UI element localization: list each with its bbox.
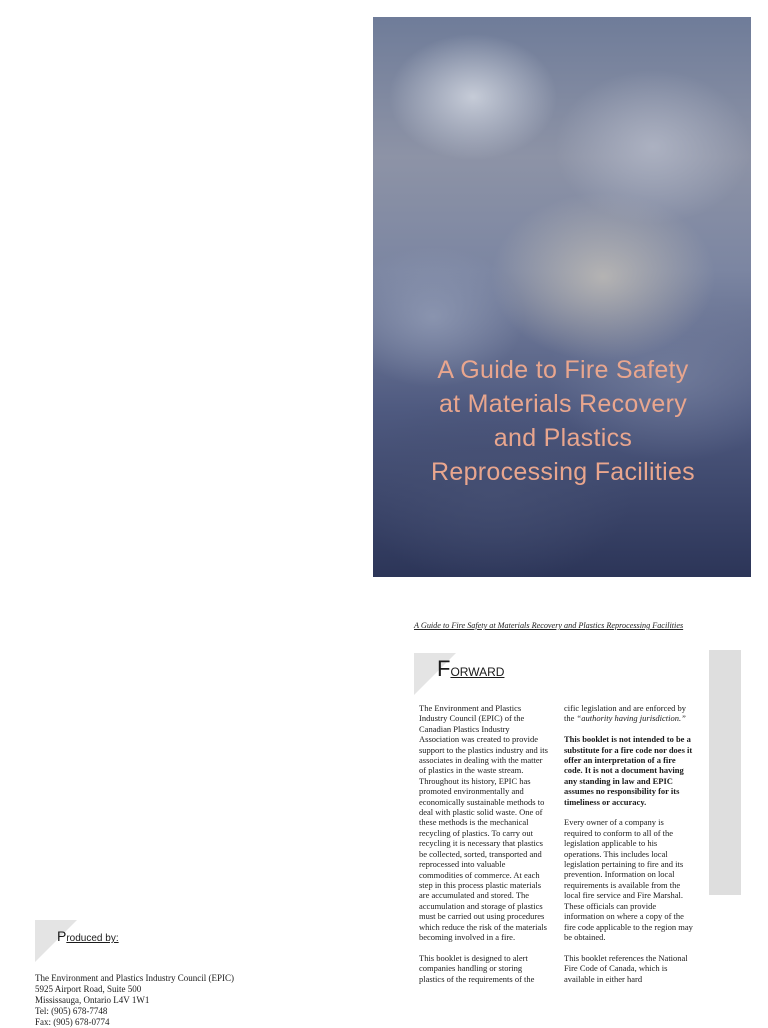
address-line: 5925 Airport Road, Suite 500: [35, 984, 142, 994]
address-block: [35, 973, 335, 1028]
drop-cap: P: [57, 928, 67, 944]
forward-column-1: [419, 703, 549, 994]
produced-by-heading: [57, 928, 119, 946]
address-line: Tel: (905) 678-7748: [35, 1006, 108, 1016]
paragraph: [564, 703, 694, 724]
address-line: Fax: (905) 678-0774: [35, 1017, 110, 1027]
heading-text: roduced by:: [66, 933, 119, 944]
cover-title-line: Reprocessing Facilities: [431, 458, 695, 486]
paragraph: Every owner of a company is required to conform to all of the legislation applicable to his operations. This includes local legislation pertaining to fire and its prevention. Information on local requirements is available from the local fire service and Fire Marshal. These officials can provide information on where a copy of the fire code applicable to the region may be obtained.: [564, 817, 693, 942]
forward-heading: [437, 656, 504, 682]
paragraph: This booklet references the National Fire Code of Canada, which is available in either hard: [564, 952, 688, 984]
cover-image: [373, 17, 751, 577]
address-line: The Environment and Plastics Industry Council (EPIC): [35, 973, 234, 983]
address-line: Mississauga, Ontario L4V 1W1: [35, 995, 150, 1005]
cover-title: [413, 353, 713, 489]
cover-title-line: A Guide to Fire Safety: [437, 356, 689, 384]
bold-text: This booklet is not intended to be a substitute for a fire code nor does it offer an interpretation of a fire code. It is not a document having any standing in law and EPIC assumes no responsibility for its timeliness or accuracy.: [564, 734, 693, 807]
paragraph: The Environment and Plastics Industry Council (EPIC) of the Canadian Plastics Industry Association was created to provide support to the plastics industry and its associates in dealing with the matter of plastics in the waste stream. Throughout its history, EPIC has promoted environmentally and economically sustainable methods to deal with plastic solid waste. One of these methods is the mechanical recycling of plastics. To carry out recycling it is necessary that plastics be collected, sorted, transported and reprocessed into valuable commodities of commerce. At each step in this process plastic materials are accumulated and stored. The accumulation and storage of plastics must be carried out using procedures which reduce the risk of the materials becoming involved in a fire.: [419, 703, 548, 942]
side-bar: [709, 650, 741, 895]
forward-column-2: [564, 703, 694, 994]
paragraph: This booklet is designed to alert companies handling or storing plastics of the requirements of the: [419, 952, 535, 984]
paragraph-text: cific legislation and are enforced by the: [564, 703, 687, 724]
cover-title-line: and Plastics: [493, 424, 633, 452]
drop-cap: F: [437, 656, 451, 681]
cover-title-line: at Materials Recovery: [438, 390, 688, 418]
heading-text: ORWARD: [450, 665, 505, 679]
running-header: A Guide to Fire Safety at Materials Recovery and Plastics Reprocessing Facilities: [414, 621, 684, 630]
emphasis-text: “authority having jurisdiction.”: [576, 713, 686, 724]
paragraph: [564, 734, 694, 807]
